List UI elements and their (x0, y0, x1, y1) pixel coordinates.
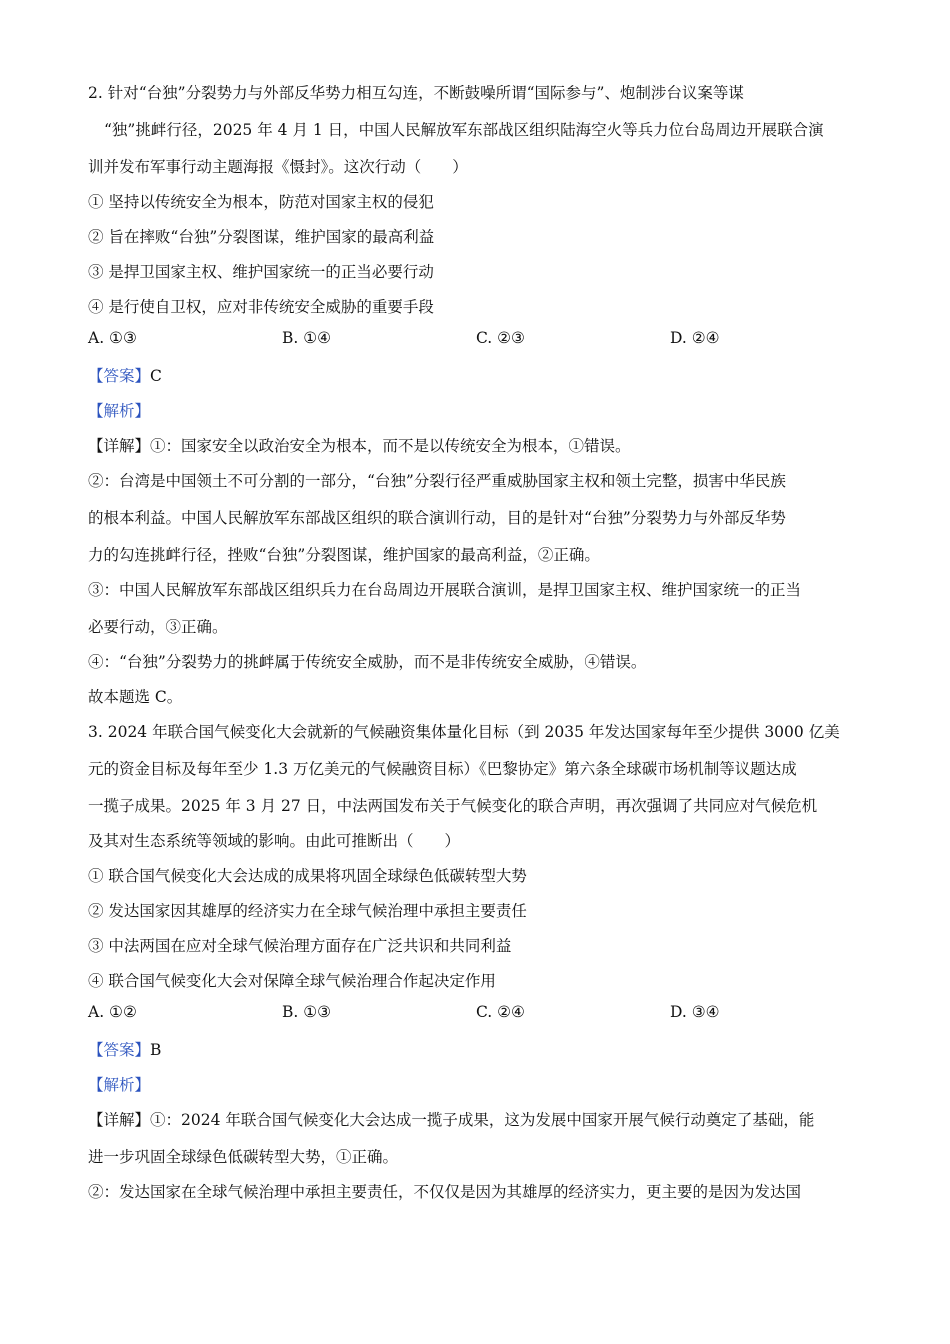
q2-item-3: ③ 是捍卫国家主权、维护国家统一的正当必要行动 (88, 263, 434, 281)
q3-explain-3: ②：发达国家在全球气候治理中承担主要责任，不仅仅是因为其雄厚的经济实力，更主要的是因为发达国 (88, 1183, 802, 1201)
q2-explain-8: 故本题选 C。 (88, 688, 183, 706)
q2-explain-3: 的根本利益。中国人民解放军东部战区组织的联合演训行动，目的是针对“台独”分裂势力与外部反华势 (88, 509, 786, 527)
q2-explain-7: ④：“台独”分裂势力的挑衅属于传统安全威胁，而不是非传统安全威胁，④错误。 (88, 653, 647, 671)
q3-detail-line (88, 1108, 814, 1130)
q2-answer-line (88, 364, 162, 386)
q3-stem-line-1: 3. 2024 年联合国气候变化大会就新的气候融资集体量化目标（到 2035 年发达国家每年至少提供 3000 亿美 (88, 723, 840, 741)
q2-stem-line-2: “独”挑衅行径，2025 年 4 月 1 日，中国人民解放军东部战区组织陆海空火等兵力位台岛周边开展联合演 (104, 121, 824, 139)
q2-explain-6: 必要行动，③正确。 (88, 618, 228, 636)
q3-item-3: ③ 中法两国在应对全球气候治理方面存在广泛共识和共同利益 (88, 937, 512, 955)
q2-option-c: C. ②③ (476, 329, 525, 347)
q2-detail-tag: 【详解】 (88, 437, 151, 455)
q2-explain-1: ①：国家安全以政治安全为根本，而不是以传统安全为根本，①错误。 (150, 437, 631, 455)
q3-item-2: ② 发达国家因其雄厚的经济实力在全球气候治理中承担主要责任 (88, 902, 527, 920)
q2-answer: C (150, 367, 162, 385)
q3-answer-line (88, 1038, 161, 1060)
q2-option-d: D. ②④ (670, 329, 720, 347)
q2-answer-tag: 【答案】 (88, 367, 151, 385)
q3-explain-2: 进一步巩固全球绿色低碳转型大势，①正确。 (88, 1148, 399, 1166)
q2-analysis-tag: 【解析】 (88, 402, 151, 420)
q3-detail-tag: 【详解】 (88, 1111, 151, 1129)
q3-option-c: C. ②④ (476, 1003, 525, 1021)
q3-stem-line-2: 元的资金目标及每年至少 1.3 万亿美元的气候融资目标）《巴黎协定》第六条全球碳市场机制等议题达成 (88, 760, 797, 778)
q2-stem-line-1: 2. 针对“台独”分裂势力与外部反华势力相互勾连，不断鼓噪所谓“国际参与”、炮制涉台议案等谋 (88, 84, 744, 102)
q3-answer-tag: 【答案】 (88, 1041, 151, 1059)
q3-options (88, 1003, 868, 1021)
q2-explain-4: 力的勾连挑衅行径，挫败“台独”分裂图谋，维护国家的最高利益，②正确。 (88, 546, 600, 564)
q2-item-2: ② 旨在摔败“台独”分裂图谋，维护国家的最高利益 (88, 228, 435, 246)
q2-detail-line (88, 434, 631, 456)
q3-item-1: ① 联合国气候变化大会达成的成果将巩固全球绿色低碳转型大势 (88, 867, 527, 885)
q3-stem-line-4: 及其对生态系统等领域的影响。由此可推断出（ ） (88, 832, 461, 850)
q2-options (88, 329, 868, 347)
q3-analysis-line (88, 1073, 150, 1095)
q2-explain-2: ②：台湾是中国领土不可分割的一部分，“台独”分裂行径严重威胁国家主权和领土完整，损害中华民族 (88, 472, 786, 490)
q2-option-a: A. ①③ (88, 329, 137, 347)
q3-analysis-tag: 【解析】 (88, 1076, 151, 1094)
q2-analysis-line (88, 399, 150, 421)
q3-stem-line-3: 一揽子成果。2025 年 3 月 27 日，中法两国发布关于气候变化的联合声明，再次强调了共同应对气候危机 (88, 797, 818, 815)
q3-answer: B (150, 1041, 162, 1059)
q3-option-d: D. ③④ (670, 1003, 720, 1021)
q2-option-b: B. ①④ (282, 329, 332, 347)
q2-stem-line-3: 训并发布军事行动主题海报《慑封》。这次行动（ ） (88, 158, 468, 176)
q2-item-1: ① 坚持以传统安全为根本，防范对国家主权的侵犯 (88, 193, 434, 211)
q2-explain-5: ③：中国人民解放军东部战区组织兵力在台岛周边开展联合演训，是捍卫国家主权、维护国家统一的正当 (88, 581, 802, 599)
q3-option-a: A. ①② (88, 1003, 137, 1021)
q3-explain-1: ①：2024 年联合国气候变化大会达成一揽子成果，这为发展中国家开展气候行动奠定了基础，能 (150, 1111, 815, 1129)
q2-item-4: ④ 是行使自卫权，应对非传统安全威胁的重要手段 (88, 298, 434, 316)
q3-option-b: B. ①③ (282, 1003, 332, 1021)
q3-item-4: ④ 联合国气候变化大会对保障全球气候治理合作起决定作用 (88, 972, 496, 990)
